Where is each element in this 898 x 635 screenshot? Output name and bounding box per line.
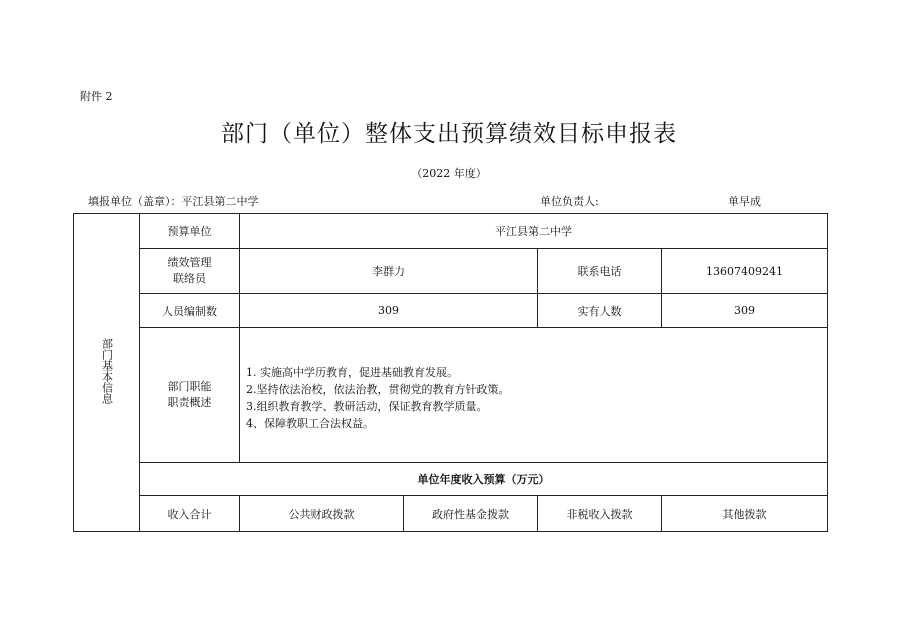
non-tax-header: 非税收入拨款 — [538, 496, 662, 532]
budget-unit-label: 预算单位 — [140, 214, 240, 249]
staff-quota-value: 309 — [240, 294, 538, 328]
duty-line: 1. 实施高中学历教育，促进基础教育发展。 — [246, 366, 458, 379]
responsible-label: 单位负责人: — [540, 195, 599, 208]
duty-line: 3.组织教育教学、教研活动，保证教育教学质量。 — [246, 400, 488, 413]
duty-label: 部门职能 职责概述 — [140, 328, 240, 463]
staff-quota-label: 人员编制数 — [140, 294, 240, 328]
duty-line: 2.坚持依法治校，依法治教，贯彻党的教育方针政策。 — [246, 383, 510, 396]
budget-form-table — [73, 213, 828, 532]
actual-staff-value: 309 — [662, 294, 828, 328]
contact-label: 绩效管理 联络员 — [140, 249, 240, 294]
phone-value: 13607409241 — [662, 249, 828, 294]
duty-line: 4、保障教职工合法权益。 — [246, 417, 374, 430]
budget-unit-value: 平江县第二中学 — [240, 214, 828, 249]
attachment-label: 附件 2 — [80, 90, 113, 103]
income-total-header: 收入合计 — [140, 496, 240, 532]
phone-label: 联系电话 — [538, 249, 662, 294]
duty-description — [240, 328, 828, 463]
other-funding-header: 其他拨款 — [662, 496, 828, 532]
actual-staff-label: 实有人数 — [538, 294, 662, 328]
contact-value: 李群力 — [240, 249, 538, 294]
gov-fund-header: 政府性基金拨款 — [404, 496, 538, 532]
page-title: 部门（单位）整体支出预算绩效目标申报表 — [221, 121, 677, 147]
side-section-label: 部门基本信息 — [100, 338, 114, 404]
income-budget-header: 单位年度收入预算（万元） — [140, 463, 828, 496]
responsible-name: 单早成 — [728, 195, 761, 208]
side-section-cell — [74, 214, 140, 532]
fill-unit-label: 填报单位（盖章）：平江县第二中学 — [88, 195, 259, 208]
year-label: （2022 年度） — [411, 167, 487, 180]
public-finance-header: 公共财政拨款 — [240, 496, 404, 532]
